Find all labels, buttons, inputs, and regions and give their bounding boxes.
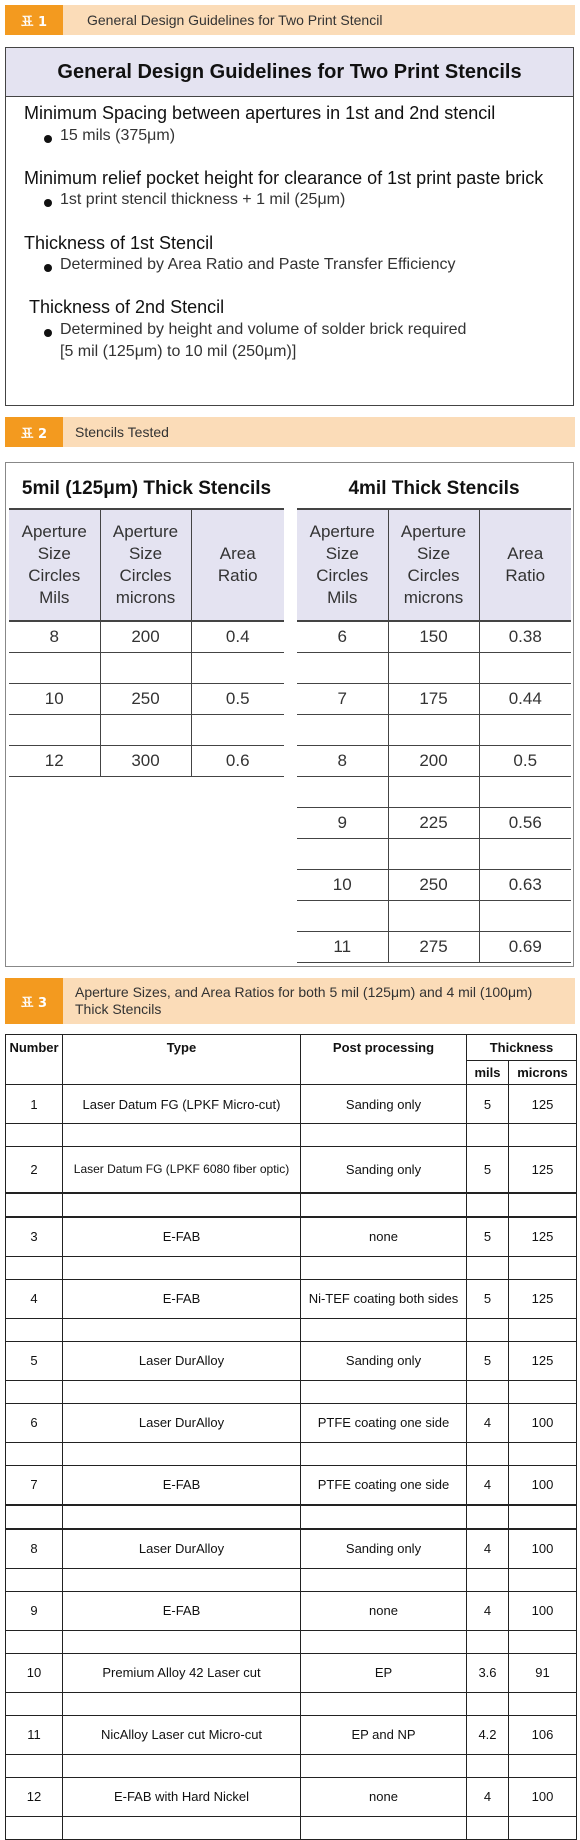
- table-row: [297, 715, 571, 746]
- section1-header-text: General Design Guidelines for Two Print Stencil: [87, 11, 383, 28]
- table-row: 6 150 0.38: [297, 621, 571, 653]
- guideline-heading: Thickness of 1st Stencil: [24, 233, 214, 253]
- column-header: Type: [63, 1035, 301, 1085]
- table-row: 7 175 0.44: [297, 684, 571, 715]
- section2-badge: 표 2: [5, 417, 63, 447]
- guideline-heading: Minimum Spacing between apertures in 1st and 2nd stencil: [24, 103, 496, 123]
- table-row: 1 Laser Datum FG (LPKF Micro-cut) Sanding only 5 125: [6, 1085, 577, 1124]
- table-row: [297, 901, 571, 932]
- bullet-icon: [44, 199, 52, 207]
- table-row: [9, 715, 284, 746]
- table-row: 12 E-FAB with Hard Nickel none 4 100: [6, 1777, 577, 1816]
- bullet-icon: [44, 264, 52, 272]
- column-header: Thickness: [467, 1035, 577, 1061]
- table-row: 5 Laser DurAlloy Sanding only 5 125: [6, 1341, 577, 1380]
- guideline-bullet-range: [5 mil (125μm) to 10 mil (250μm)]: [60, 343, 297, 360]
- table-row: 9 225 0.56: [297, 808, 571, 839]
- table-row: 11 275 0.69: [297, 932, 571, 963]
- table-row: 6 Laser DurAlloy PTFE coating one side 4 100: [6, 1403, 577, 1442]
- guideline-bullet: Determined by Area Ratio and Paste Transfer Efficiency: [60, 256, 456, 273]
- section2-header-text: Stencils Tested: [75, 423, 169, 440]
- table-row: [9, 653, 284, 684]
- section3-header-text: Aperture Sizes, and Area Ratios for both 5 mil (125μm) and 4 mil (100μm) Thick Stencils: [75, 984, 533, 1017]
- guideline-bullet: Determined by height and volume of solder brick required: [60, 321, 467, 338]
- column-header: Aperture Size Circles Mils: [9, 509, 100, 621]
- section3-badge: 표 3: [5, 978, 63, 1024]
- table-caption: 5mil (125μm) Thick Stencils: [9, 470, 284, 509]
- guideline-heading: Thickness of 2nd Stencil: [29, 297, 225, 317]
- table-row: 2 Laser Datum FG (LPKF 6080 fiber optic) Sanding only 5 125: [6, 1147, 577, 1193]
- guidelines-title: General Design Guidelines for Two Print Stencils: [6, 48, 573, 97]
- table-row: 7 E-FAB PTFE coating one side 4 100: [6, 1465, 577, 1505]
- column-header: microns: [509, 1061, 577, 1085]
- table-caption: 4mil Thick Stencils: [297, 470, 571, 509]
- column-header: Area Ratio: [191, 509, 284, 621]
- column-header: Area Ratio: [479, 509, 571, 621]
- section1-badge: 표 1: [5, 5, 63, 35]
- section3-header: [5, 978, 575, 1024]
- column-header: Post processing: [301, 1035, 467, 1085]
- table-row: 11 NicAlloy Laser cut Micro-cut EP and NP 4.2 106: [6, 1715, 577, 1754]
- table-row: [297, 653, 571, 684]
- table-row: 8 200 0.5: [297, 746, 571, 777]
- column-header: mils: [467, 1061, 509, 1085]
- bullet-icon: [44, 135, 52, 143]
- table-row: 12 300 0.6: [9, 746, 284, 777]
- section1-header: [5, 5, 575, 35]
- column-header: Number: [6, 1035, 63, 1085]
- guideline-bullet: 1st print stencil thickness + 1 mil (25μm): [60, 191, 346, 208]
- aperture-sizes-table: [5, 1034, 577, 1840]
- table-row: [297, 777, 571, 808]
- table-row: 10 Premium Alloy 42 Laser cut EP 3.6 91: [6, 1653, 577, 1692]
- column-header: Aperture Size Circles Mils: [297, 509, 388, 621]
- bullet-icon: [44, 329, 52, 337]
- section2-header: [5, 417, 575, 447]
- table-row: 9 E-FAB none 4 100: [6, 1591, 577, 1630]
- table-row: 8 Laser DurAlloy Sanding only 4 100: [6, 1529, 577, 1569]
- table-row: [297, 839, 571, 870]
- guideline-bullet: 15 mils (375μm): [60, 127, 176, 144]
- stencil-table-5mil: [9, 470, 284, 777]
- table-row: 8 200 0.4: [9, 621, 284, 653]
- column-header: Aperture Size Circles microns: [388, 509, 479, 621]
- table-row: 10 250 0.5: [9, 684, 284, 715]
- table-row: 4 E-FAB Ni-TEF coating both sides 5 125: [6, 1279, 577, 1318]
- table-row: 10 250 0.63: [297, 870, 571, 901]
- stencil-table-4mil: [297, 470, 571, 963]
- guideline-heading: Minimum relief pocket height for clearance of 1st print paste brick: [24, 168, 544, 188]
- column-header: Aperture Size Circles microns: [100, 509, 191, 621]
- table-row: 3 E-FAB none 5 125: [6, 1217, 577, 1257]
